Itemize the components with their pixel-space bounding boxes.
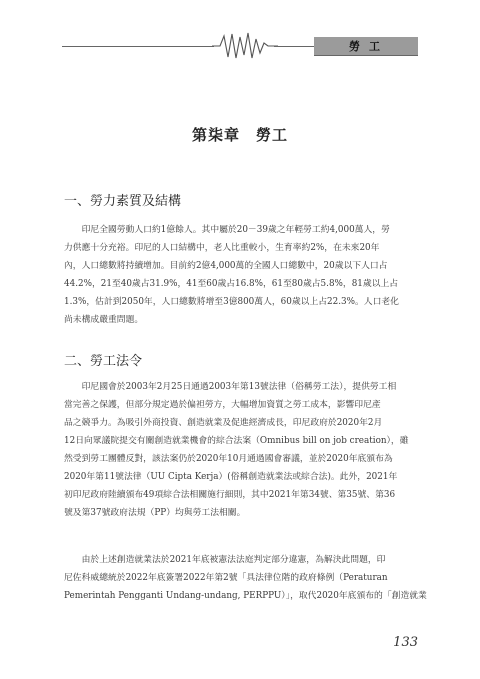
heartbeat-pulse-icon — [212, 31, 278, 61]
header-rule-right — [274, 46, 314, 47]
text-line: 印尼全國勞動人口約1億餘人。其中屬於20－39歲之年輕勞工約4,000萬人，勞 — [64, 225, 390, 235]
section-heading-2: 二、勞工法令 — [64, 354, 143, 369]
chapter-title: 第柒章 勞工 — [191, 126, 288, 144]
text-line: 44.2%，21至40歲占31.9%，41至60歲占16.8%，61至80歲占5.8%，81歲以上占 — [64, 279, 399, 289]
header-section-tag: 勞工 — [314, 37, 418, 56]
section-heading-1: 一、勞力素質及結構 — [64, 194, 182, 209]
paragraph-3 — [64, 551, 427, 605]
text-line: 力供應十分充裕。印尼的人口結構中，老人比重較小，生育率約2%，在未來20年 — [64, 243, 380, 253]
text-line: 印尼國會於2003年2月25日通過2003年第13號法律（俗稱勞工法），提供勞工相 — [64, 382, 397, 392]
text-line: 尚未構成嚴重問題。 — [64, 315, 144, 325]
text-line: 由於上述創造就業法於2021年底被憲法法庭判定部分違憲，為解決此問題，印 — [64, 555, 386, 565]
text-line: 然受到勞工團體反對，該法案仍於2020年10月通過國會審議，並於2020年底頒布為 — [64, 454, 393, 464]
paragraph-1 — [64, 221, 420, 329]
page-number: 133 — [393, 635, 418, 650]
text-line: 2020年第11號法律（UU Cipta Kerja）(俗稱創造就業法或綜合法)。此外，2021年 — [64, 472, 398, 482]
text-line: Pemerintah Pengganti Undang-undang, PERPPU）」，取代2020年底頒布的「創造就業 — [64, 591, 427, 601]
text-line: 1.3%，估計到2050年，人口總數將增至3億800萬人，60歲以上占22.3%。人口老化 — [64, 297, 399, 307]
text-line: 初印尼政府陸續頒布49項綜合法相關施行細則，其中2021年第34號、第35號、第36 — [64, 490, 396, 500]
paragraph-2 — [64, 378, 420, 522]
text-line: 尼佐科威總統於2022年底簽署2022年第2號「具法律位階的政府條例（Peraturan — [64, 573, 388, 583]
text-line: 品之競爭力。為吸引外商投資、創造就業及促進經濟成長，印尼政府於2020年2月 — [64, 418, 383, 428]
text-line: 當完善之保護，但部分規定過於偏袒勞方，大幅增加資質之勞工成本，影響印尼產 — [64, 400, 381, 410]
text-line: 內，人口總數將持續增加。目前約2億4,000萬的全國人口總數中，20歲以下人口占 — [64, 261, 388, 271]
text-line: 12日向眾議院提交有關創造就業機會的綜合法案（Omnibus bill on job creation），雖 — [64, 436, 409, 446]
text-line: 號及第37號政府法規（PP）均與勞工法相關。 — [64, 508, 246, 518]
header-rule-left — [62, 46, 214, 47]
